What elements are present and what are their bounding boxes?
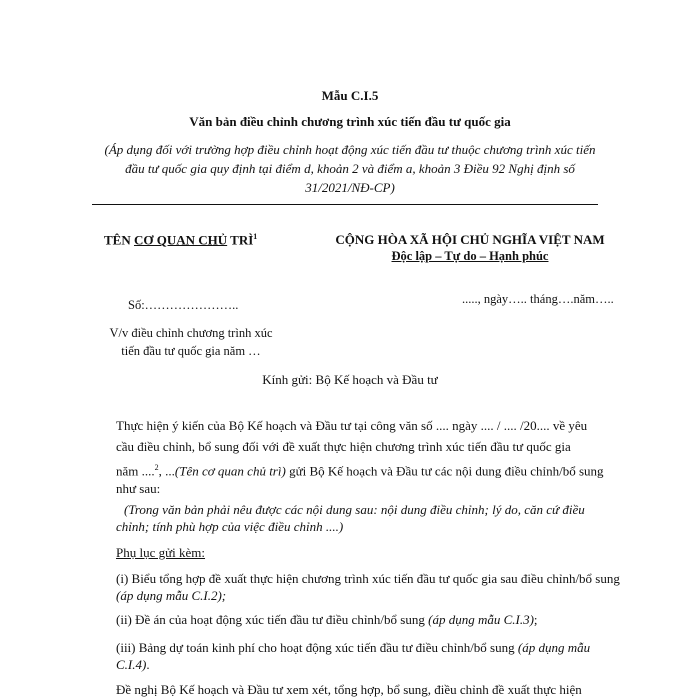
applicability-line: (Áp dụng đối với trường hợp điều chỉnh hoạt động xúc tiến đầu tư thuộc chương trình xúc tiến (104, 142, 596, 157)
body-line: năm ....$^2$, ...(Tên cơ quan chủ trì) gửi Bộ Kế hoạch và Đầu tư các nội dung điều chỉnh/bổ sung (116, 463, 604, 479)
appendix-item-2: (ii) Đề án của hoạt động xúc tiến đầu tư điều chỉnh/bổ sung (áp dụng mẫu C.I.3); (116, 612, 538, 627)
date-line: ....., ngày….. tháng….năm….. (462, 292, 614, 306)
body-line: như sau: (116, 481, 161, 496)
closing-line: Đề nghị Bộ Kế hoạch và Đầu tư xem xét, tổng hợp, bổ sung, điều chỉnh đề xuất thực hiện (116, 682, 582, 697)
appendix-item-1: (i) Biểu tổng hợp đề xuất thực hiện chương trình xúc tiến đầu tư quốc gia sau điều chỉnh/bổ sung (116, 571, 620, 586)
motto: Độc lập – Tự do – Hạnh phúc (391, 249, 549, 263)
instruction-note: (Trong văn bản phải nêu được các nội dung sau: nội dung điều chỉnh; lý do, căn cứ điều (124, 502, 585, 517)
appendix-item-3: (iii) Bảng dự toán kinh phí cho hoạt động xúc tiến đầu tư điều chỉnh/bổ sung (áp dụng mẫu (116, 640, 591, 655)
nation-name: CỘNG HÒA XÃ HỘI CHỦ NGHĨA VIỆT NAM (335, 232, 605, 247)
body-line: cầu điều chỉnh, bổ sung đối với đề xuất thực hiện chương trình xúc tiến đầu tư quốc gia (116, 439, 571, 454)
appendix-heading: Phụ lục gửi kèm: (116, 545, 206, 560)
body-line: Thực hiện ý kiến của Bộ Kế hoạch và Đầu tư tại công văn số .... ngày .... / .... /20.... về yêu (116, 418, 588, 433)
instruction-note: chỉnh; tính phù hợp của việc điều chỉnh ....) (116, 519, 344, 534)
form-title: Văn bản điều chỉnh chương trình xúc tiến đầu tư quốc gia (189, 114, 511, 129)
applicability-line: đầu tư quốc gia quy định tại điểm d, khoản 2 và điểm a, khoản 3 Điều 92 Nghị định số (125, 161, 575, 176)
appendix-item-1-ref: (áp dụng mẫu C.I.2); (116, 588, 227, 603)
footnote-marker: 1 (253, 232, 258, 241)
form-code: Mẫu C.I.5 (321, 88, 379, 103)
subject-line: V/v điều chỉnh chương trình xúc tiến đầu tư quốc gia năm … (109, 326, 273, 358)
applicability-line: 31/2021/NĐ-CP) (305, 180, 395, 195)
footnote-marker: 2 (154, 463, 159, 472)
separator-rule (92, 204, 598, 205)
applicability-note (60, 140, 640, 197)
appendix-item-3-ref: C.I.4). (116, 657, 150, 672)
agency-name: TÊN CƠ QUAN CHỦ TRÌ$^1$ (104, 232, 258, 248)
addressee: Kính gửi: Bộ Kế hoạch và Đầu tư (262, 372, 438, 387)
document-number: Số:………………….. (128, 298, 239, 312)
